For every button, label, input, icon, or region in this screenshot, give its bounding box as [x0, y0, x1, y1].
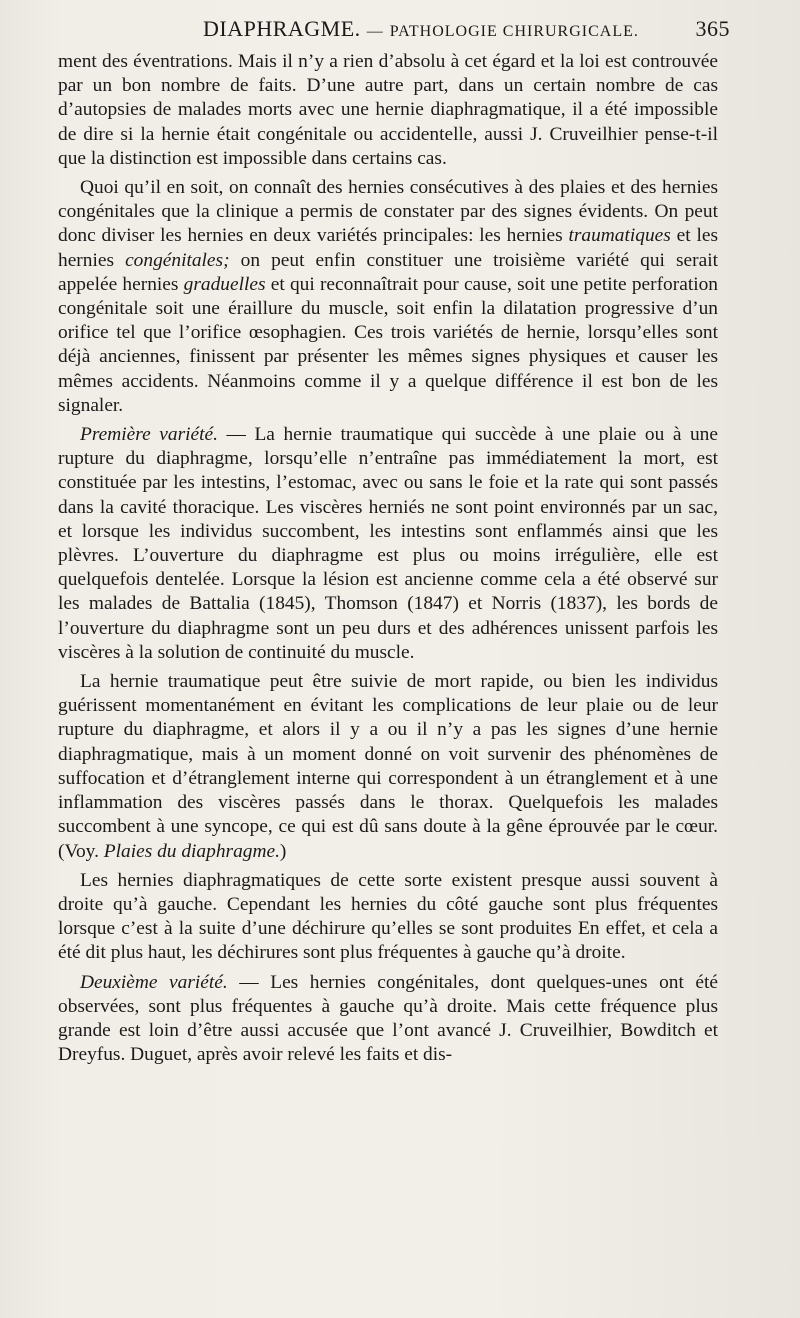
text-run: et les hernies: [58, 225, 718, 271]
page-number: 365: [695, 16, 730, 41]
paragraph-2: [58, 176, 718, 418]
italic-term: graduelles: [183, 273, 266, 295]
text-run: ): [279, 840, 287, 862]
paragraph-4: [58, 670, 718, 864]
text-run: La hernie traumatique peut être suivie de mort rapide, ou bien les individus guérissent momentanément en évitant les complications de leur plaie ou de leur rupture du diaphragme, et alors il y a ou il n’y a pas les signes d’une hernie diaphragmatique, mais à un moment donné on voit survenir des phénomènes de suffocation et d’étranglement interne qui correspondent à un étranglement et à une inflammation des viscères passés dans le thorax. Quelquefois les malades succombent à une syncope, ce qui est dû sans doute à la gêne éprouvée par le cœur. (Voy.: [58, 671, 718, 862]
section-heading: Deuxième variété.: [80, 971, 228, 993]
paragraph-3: [58, 423, 718, 665]
paragraph-5: Les hernies diaphragmatiques de cette sorte existent presque aussi souvent à droite qu’à gauche. Cependant les hernies du côté gauche sont plus fréquentes lorsque c’est à la suite d’une déchirure qu’elles se sont produites En effet, et cela a été dit plus haut, les déchirures sont plus fréquentes à gauche qu’à droite.: [58, 869, 718, 964]
running-header: [58, 16, 730, 46]
page-body: [58, 50, 718, 1067]
italic-term: congénitales;: [125, 249, 230, 271]
text-run: et qui reconnaîtrait pour cause, soit une petite perforation congénitale soit une éraillure du muscle, soit enfin la dilatation progressive d’un orifice tel que l’orifice œsophagien. Ces trois variétés de hernie, lorsqu’elles sont déjà anciennes, finissent par présenter les mêmes signes physiques et causer les mêmes accidents. Néanmoins comme il y a quelque différence il est bon de les signaler.: [58, 273, 718, 416]
title-main: DIAPHRAGME.: [203, 16, 361, 41]
paragraph-6: [58, 971, 718, 1068]
text-run: on peut enfin constituer une troisième variété qui serait appelée hernies: [58, 249, 718, 295]
text-run: — Les hernies congénitales, dont quelques-unes ont été observées, sont plus fréquentes à gauche qu’à droite. Mais cette fréquence plus grande est loin d’être aussi accusée que l’ont avancé J. Cruveilhier, Bowditch et Dreyfus. Duguet, après avoir relevé les faits et dis-: [58, 971, 718, 1066]
text-run: Quoi qu’il en soit, on connaît des hernies consécutives à des plaies et des hernies congénitales que la clinique a permis de constater par des signes évidents. On peut donc diviser les hernies en deux variétés principales: les hernies: [58, 177, 718, 247]
section-heading: Première variété.: [80, 424, 218, 446]
text-run: — La hernie traumatique qui succède à une plaie ou à une rupture du diaphragme, lorsqu’elle n’entraîne pas immédiatement la mort, est constituée par les intestins, l’estomac, avec ou sans le foie et la rate qui sont passés dans la cavité thoracique. Les viscères herniés ne sont point environnés par un sac, et lorsque les individus succombent, les intestins sont enflammés ainsi que les plèvres. L’ouverture du diaphragme est plus ou moins irrégulière, elle est quelquefois dentelée. Lorsque la lésion est ancienne comme cela a été observé sur les malades de Battalia (1845), Thomson (1847) et Norris (1837), les bords de l’ouverture du diaphragme sont un peu durs et des adhérences unissent parfois les viscères à la solution de continuité du muscle.: [58, 424, 718, 663]
italic-reference: Plaies du diaphragme.: [103, 840, 280, 862]
running-title: [203, 16, 639, 42]
italic-term: traumatiques: [568, 225, 671, 247]
paragraph-1: ment des éventrations. Mais il n’y a rien d’absolu à cet égard et la loi est controuvée par un bon nombre de faits. D’une autre part, dans un certain nombre de cas d’autopsies de malades morts avec une hernie diaphragmatique, il a été impossible de dire si la hernie était congénitale ou accidentelle, aussi J. Cruveilhier pense-t-il que la distinction est impossible dans certains cas.: [58, 51, 718, 169]
title-separator: —: [366, 23, 384, 40]
title-subtitle: PATHOLOGIE CHIRURGICALE.: [389, 23, 639, 40]
